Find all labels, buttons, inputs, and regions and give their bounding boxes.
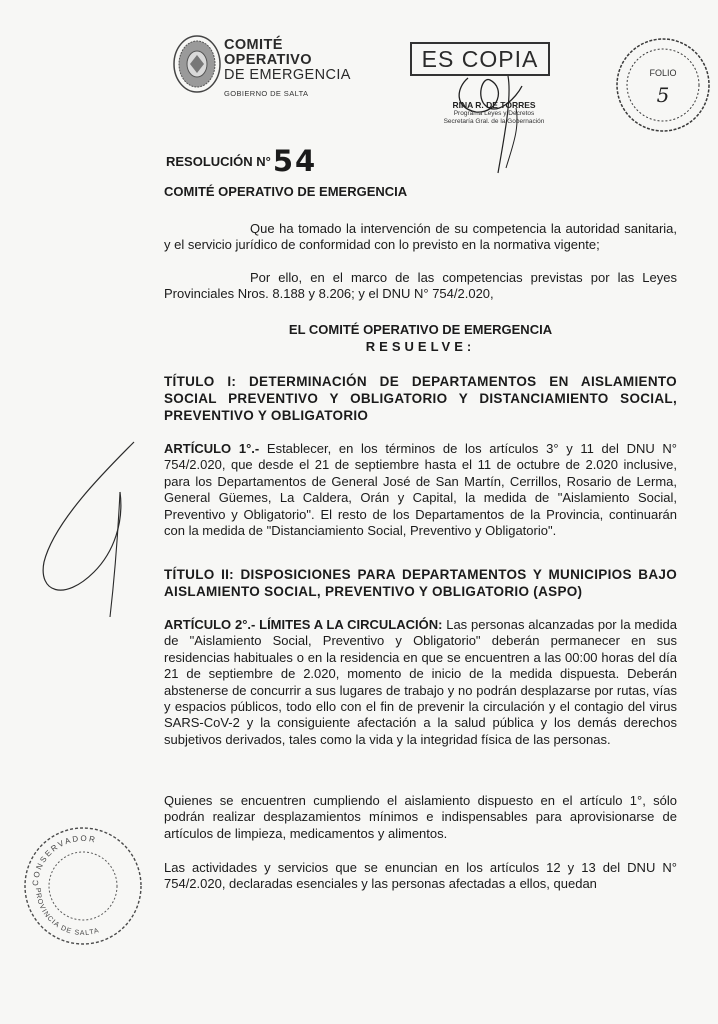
- resolution-number: 54: [272, 144, 318, 178]
- resolves-org: EL COMITÉ OPERATIVO DE EMERGENCIA: [288, 322, 553, 337]
- org-line-1: COMITÉ: [224, 37, 283, 53]
- signer-secretariat: Secretaría Gral. de la Gobernación: [443, 118, 545, 125]
- org-name-block: [224, 38, 394, 98]
- copy-stamp: ES COPIA: [410, 42, 550, 76]
- article-2-label: ARTÍCULO 2°.- LÍMITES A LA CIRCULACIÓN:: [164, 617, 443, 632]
- folio-label: FOLIO: [649, 68, 677, 78]
- org-line-2: OPERATIVO: [224, 52, 312, 68]
- paragraph-competences: Por ello, en el marco de las competencias previstas por las Leyes Provinciales Nros. 8.188 y 8.206; y el DNU N° 754/2.020,: [164, 270, 677, 302]
- seal-bottom-text: PROVINCIA DE SALTA: [33, 887, 101, 938]
- coat-of-arms-icon: [172, 33, 222, 95]
- article-1: [164, 441, 677, 539]
- title-2: TÍTULO II: DISPOSICIONES PARA DEPARTAMENTOS Y MUNICIPIOS BAJO AISLAMIENTO SOCIAL, PREVENTIVO Y OBLIGATORIO (ASPO): [164, 567, 677, 599]
- committee-heading: COMITÉ OPERATIVO DE EMERGENCIA: [164, 184, 408, 199]
- signer-name: RINA R. DE TORRES: [452, 100, 536, 110]
- seal-top-text: CONSERVADOR: [30, 833, 98, 887]
- article-1-label: ARTÍCULO 1°.-: [164, 441, 260, 456]
- article-1-text: Establecer, en los términos de los artículos 3° y 11 del DNU N° 754/2.020, que desde el 21 de septiembre hasta el 11 de octubre de 2.020 inclusive, para los Departamentos de General José de San Martín, Cerrillos, Rosario de Lerma, General Güemes, La Caldera, Orán y Capital, la medida de "Aislamiento Social, Preventivo y Obligatorio". El resto de los Departamentos de la Provincia, continuarán con la medida de "Distanciamiento Social, Preventivo y Obligatorio".: [164, 441, 678, 539]
- paragraph-isolation: Quienes se encuentren cumpliendo el aislamiento dispuesto en el artículo 1°, sólo podrán realizar desplazamientos mínimos e indispensables para aprovisionarse de artículos de limpieza, medicamentos y alimentos.: [164, 793, 677, 841]
- svg-text:CONSERVADOR: [31, 834, 98, 886]
- resolves-heading: RESUELVE:: [365, 339, 476, 354]
- org-government: GOBIERNO DE SALTA: [224, 89, 309, 98]
- article-2-text: Las personas alcanzadas por la medida de "Aislamiento Social, Preventivo y Obligatorio" deberán permanecer en sus residencias habituales o en la residencia en que se encuentren a las 00:00 horas del día 21 de septiembre de 2.020, momento de inicio de la medida dispuesta. Deberán abstenerse de concurrir a sus lugares de trabajo y no podrán desplazarse por rutas, vías y espacios públicos, todo ello con el fin de prevenir la circulación y el contagio del virus SARS-CoV-2 y la consiguiente afectación a la salud pública y los demás derechos subjetivos derivados, tales como la vida y la integridad física de las personas.: [164, 617, 677, 747]
- article-2: [164, 617, 677, 748]
- notary-seal: [18, 816, 148, 956]
- signer-block: [414, 100, 574, 126]
- title-1: TÍTULO I: DETERMINACIÓN DE DEPARTAMENTOS EN AISLAMIENTO SOCIAL PREVENTIVO Y OBLIGATORIO Y DISTANCIAMIENTO SOCIAL, PREVENTIVO Y OBLIGATORIO: [164, 374, 677, 423]
- resolution-label: RESOLUCIÓN N°: [166, 154, 271, 169]
- org-line-3: DE EMERGENCIA: [224, 67, 351, 83]
- signer-program: Programa Leyes y Decretos: [453, 110, 535, 117]
- folio-stamp: [614, 36, 712, 134]
- svg-text:PROVINCIA DE SALTA: [34, 888, 101, 937]
- paragraph-activities: Las actividades y servicios que se enuncian en los artículos 12 y 13 del DNU N° 754/2.020, declaradas esenciales y las personas afectadas a ellos, quedan: [164, 860, 677, 892]
- margin-signature: [24, 432, 144, 622]
- paragraph-intervention: Que ha tomado la intervención de su competencia la autoridad sanitaria, y el servicio jurídico de conformidad con lo previsto en la normativa vigente;: [164, 221, 677, 253]
- folio-number: 5: [656, 83, 670, 107]
- resolution-line: [166, 144, 317, 178]
